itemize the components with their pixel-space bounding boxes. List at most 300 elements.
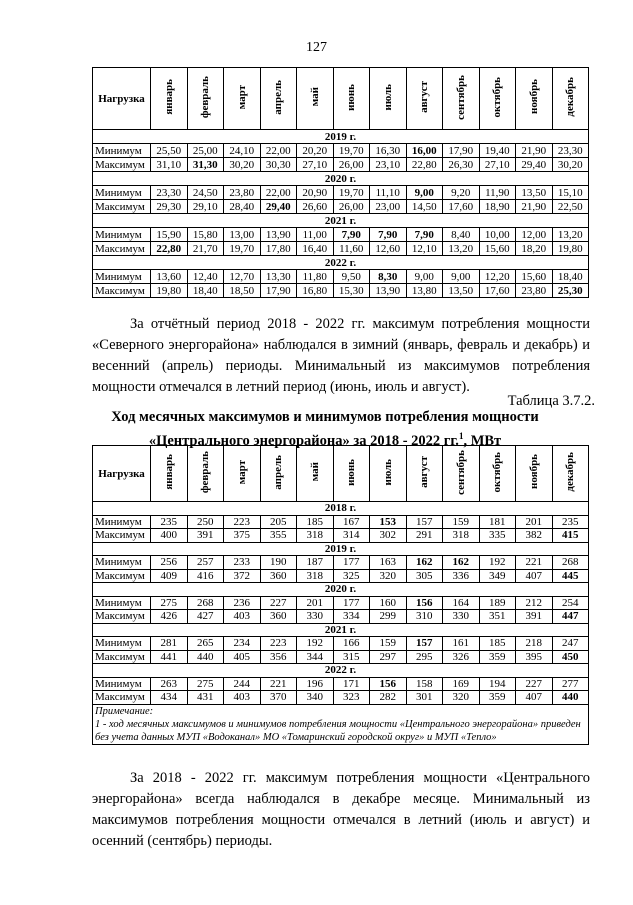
value-cell: 11,10 [370, 186, 407, 200]
value-cell: 27,10 [479, 158, 516, 172]
header-month-label: апрель [272, 454, 285, 490]
value-cell: 13,60 [151, 270, 188, 284]
header-month-label: июнь [345, 458, 358, 486]
value-cell: 192 [479, 556, 516, 570]
value-cell: 23,80 [224, 186, 261, 200]
value-cell: 205 [260, 515, 297, 529]
row-label: Минимум [93, 637, 151, 651]
year-label: 2021 г. [93, 623, 589, 637]
value-cell: 282 [370, 691, 407, 705]
value-cell: 19,80 [552, 242, 589, 256]
maximum-row [93, 200, 589, 214]
header-month [516, 446, 553, 502]
value-cell: 9,00 [443, 270, 480, 284]
table-title-line1: Ход месячных максимумов и минимумов потребления мощности [111, 409, 539, 425]
minimum-row [93, 596, 589, 610]
value-cell: 23,30 [151, 186, 188, 200]
value-cell: 403 [224, 610, 261, 624]
header-month-label: ноябрь [527, 79, 540, 115]
value-cell: 23,00 [370, 200, 407, 214]
header-month-label: июль [381, 458, 394, 486]
value-cell: 22,80 [406, 158, 443, 172]
year-label: 2022 г. [93, 664, 589, 678]
value-cell: 16,40 [297, 242, 334, 256]
paragraph-central-text: За 2018 - 2022 гг. максимум потребления мощности «Центрального энергорайона» всегда наблюдался в декабре месяце. Минимальный из максимумов потребления мощности отмечался в летний (июль и август) и осенний (сентябрь) периоды. [92, 770, 590, 849]
value-cell: 268 [552, 556, 589, 570]
value-cell: 22,80 [151, 242, 188, 256]
header-month-label: октябрь [491, 76, 504, 118]
value-cell: 22,00 [260, 186, 297, 200]
value-cell: 16,00 [406, 144, 443, 158]
value-cell: 244 [224, 677, 261, 691]
value-cell: 15,60 [516, 270, 553, 284]
header-month-label: март [235, 459, 248, 485]
year-row [93, 214, 589, 228]
header-month-label: декабрь [564, 452, 577, 492]
value-cell: 314 [333, 529, 370, 543]
value-cell: 7,90 [333, 228, 370, 242]
value-cell: 221 [260, 677, 297, 691]
value-cell: 9,50 [333, 270, 370, 284]
table2-body [93, 502, 589, 745]
value-cell: 166 [333, 637, 370, 651]
value-cell: 235 [151, 515, 188, 529]
header-month [151, 446, 188, 502]
value-cell: 223 [260, 637, 297, 651]
value-cell: 409 [151, 569, 188, 583]
value-cell: 23,10 [370, 158, 407, 172]
value-cell: 254 [552, 596, 589, 610]
year-row [93, 172, 589, 186]
row-label: Максимум [93, 242, 151, 256]
table-title-unit: , МВт [463, 432, 502, 449]
value-cell: 159 [370, 637, 407, 651]
value-cell: 164 [443, 596, 480, 610]
header-month [260, 68, 297, 130]
value-cell: 171 [333, 677, 370, 691]
minimum-row [93, 677, 589, 691]
value-cell: 323 [333, 691, 370, 705]
value-cell: 236 [224, 596, 261, 610]
value-cell: 415 [552, 529, 589, 543]
header-month [552, 68, 589, 130]
value-cell: 403 [224, 691, 261, 705]
value-cell: 161 [443, 637, 480, 651]
value-cell: 318 [443, 529, 480, 543]
value-cell: 9,20 [443, 186, 480, 200]
value-cell: 359 [479, 691, 516, 705]
minimum-row [93, 186, 589, 200]
row-label: Максимум [93, 200, 151, 214]
minimum-row [93, 637, 589, 651]
value-cell: 25,50 [151, 144, 188, 158]
header-month [333, 446, 370, 502]
value-cell: 344 [297, 650, 334, 664]
header-month [187, 68, 224, 130]
value-cell: 29,10 [187, 200, 224, 214]
value-cell: 26,60 [297, 200, 334, 214]
header-month [224, 446, 261, 502]
value-cell: 8,30 [370, 270, 407, 284]
header-month [151, 68, 188, 130]
value-cell: 416 [187, 569, 224, 583]
value-cell: 19,40 [479, 144, 516, 158]
value-cell: 318 [297, 569, 334, 583]
value-cell: 440 [552, 691, 589, 705]
value-cell: 235 [552, 515, 589, 529]
value-cell: 201 [516, 515, 553, 529]
value-cell: 17,90 [260, 284, 297, 298]
value-cell: 301 [406, 691, 443, 705]
row-label: Минимум [93, 677, 151, 691]
header-month [479, 68, 516, 130]
year-row [93, 542, 589, 556]
value-cell: 234 [224, 637, 261, 651]
value-cell: 400 [151, 529, 188, 543]
value-cell: 395 [516, 650, 553, 664]
row-label: Максимум [93, 650, 151, 664]
value-cell: 12,20 [479, 270, 516, 284]
value-cell: 299 [370, 610, 407, 624]
table2-header-row [93, 446, 589, 502]
minimum-row [93, 270, 589, 284]
value-cell: 297 [370, 650, 407, 664]
header-load: Нагрузка [93, 68, 151, 130]
value-cell: 16,30 [370, 144, 407, 158]
value-cell: 29,40 [516, 158, 553, 172]
value-cell: 18,20 [516, 242, 553, 256]
value-cell: 196 [297, 677, 334, 691]
value-cell: 335 [479, 529, 516, 543]
value-cell: 189 [479, 596, 516, 610]
value-cell: 223 [224, 515, 261, 529]
value-cell: 26,30 [443, 158, 480, 172]
maximum-row [93, 284, 589, 298]
value-cell: 325 [333, 569, 370, 583]
maximum-row [93, 650, 589, 664]
value-cell: 159 [443, 515, 480, 529]
value-cell: 18,40 [552, 270, 589, 284]
value-cell: 440 [187, 650, 224, 664]
value-cell: 295 [406, 650, 443, 664]
value-cell: 277 [552, 677, 589, 691]
value-cell: 330 [443, 610, 480, 624]
value-cell: 26,00 [333, 158, 370, 172]
value-cell: 21,70 [187, 242, 224, 256]
header-month [479, 446, 516, 502]
value-cell: 22,50 [552, 200, 589, 214]
value-cell: 12,00 [516, 228, 553, 242]
header-month [187, 446, 224, 502]
value-cell: 177 [333, 556, 370, 570]
value-cell: 29,30 [151, 200, 188, 214]
value-cell: 13,50 [443, 284, 480, 298]
value-cell: 391 [516, 610, 553, 624]
header-load: Нагрузка [93, 446, 151, 502]
value-cell: 31,30 [187, 158, 224, 172]
row-label: Минимум [93, 144, 151, 158]
note-cell [93, 704, 589, 744]
value-cell: 157 [406, 637, 443, 651]
value-cell: 158 [406, 677, 443, 691]
minimum-row [93, 515, 589, 529]
value-cell: 445 [552, 569, 589, 583]
value-cell: 192 [297, 637, 334, 651]
table-title-footnote-mark: 1 [458, 431, 464, 441]
value-cell: 382 [516, 529, 553, 543]
value-cell: 156 [406, 596, 443, 610]
header-month-label: июнь [345, 83, 358, 111]
value-cell: 434 [151, 691, 188, 705]
value-cell: 227 [260, 596, 297, 610]
value-cell: 275 [151, 596, 188, 610]
value-cell: 30,20 [552, 158, 589, 172]
value-cell: 28,40 [224, 200, 261, 214]
value-cell: 177 [333, 596, 370, 610]
header-month-label: май [308, 462, 321, 482]
value-cell: 310 [406, 610, 443, 624]
header-month [297, 446, 334, 502]
value-cell: 190 [260, 556, 297, 570]
value-cell: 407 [516, 569, 553, 583]
value-cell: 320 [443, 691, 480, 705]
paragraph-central [92, 768, 590, 852]
value-cell: 24,50 [187, 186, 224, 200]
value-cell: 360 [260, 610, 297, 624]
value-cell: 20,20 [297, 144, 334, 158]
value-cell: 9,00 [406, 270, 443, 284]
value-cell: 13,50 [516, 186, 553, 200]
header-month [370, 68, 407, 130]
value-cell: 11,90 [479, 186, 516, 200]
value-cell: 157 [406, 515, 443, 529]
row-label: Максимум [93, 691, 151, 705]
value-cell: 160 [370, 596, 407, 610]
row-label: Максимум [93, 569, 151, 583]
year-label: 2018 г. [93, 502, 589, 516]
table-title-line2-text: «Центрального энергорайона» за 2018 - 2022 гг. [148, 432, 459, 449]
value-cell: 12,10 [406, 242, 443, 256]
value-cell: 19,70 [224, 242, 261, 256]
note-text: 1 - ход месячных максимумов и минимумов потребления мощности «Центрального энергорайона» приведен без учета данных МУП «Водоканал» МО «Томаринский городской округ» и МУП «Тепло» [95, 718, 581, 743]
value-cell: 17,60 [479, 284, 516, 298]
value-cell: 17,60 [443, 200, 480, 214]
value-cell: 7,90 [406, 228, 443, 242]
value-cell: 340 [297, 691, 334, 705]
value-cell: 19,70 [333, 144, 370, 158]
value-cell: 263 [151, 677, 188, 691]
value-cell: 359 [479, 650, 516, 664]
table-number: Таблица 3.7.2. [507, 393, 595, 409]
header-month [406, 446, 443, 502]
value-cell: 427 [187, 610, 224, 624]
row-label: Минимум [93, 186, 151, 200]
value-cell: 13,90 [260, 228, 297, 242]
value-cell: 15,80 [187, 228, 224, 242]
value-cell: 17,90 [443, 144, 480, 158]
value-cell: 163 [370, 556, 407, 570]
value-cell: 227 [516, 677, 553, 691]
year-row [93, 502, 589, 516]
value-cell: 13,00 [224, 228, 261, 242]
row-label: Максимум [93, 529, 151, 543]
row-label: Минимум [93, 556, 151, 570]
value-cell: 7,90 [370, 228, 407, 242]
header-month [443, 68, 480, 130]
value-cell: 212 [516, 596, 553, 610]
header-month [224, 68, 261, 130]
value-cell: 30,20 [224, 158, 261, 172]
header-month-label: сентябрь [454, 74, 467, 120]
header-month [260, 446, 297, 502]
header-month [516, 68, 553, 130]
value-cell: 13,80 [406, 284, 443, 298]
value-cell: 201 [297, 596, 334, 610]
header-month [333, 68, 370, 130]
table1-header-row [93, 68, 589, 130]
value-cell: 153 [370, 515, 407, 529]
value-cell: 391 [187, 529, 224, 543]
maximum-row [93, 569, 589, 583]
value-cell: 305 [406, 569, 443, 583]
value-cell: 268 [187, 596, 224, 610]
row-label: Минимум [93, 515, 151, 529]
value-cell: 169 [443, 677, 480, 691]
value-cell: 15,10 [552, 186, 589, 200]
year-row [93, 664, 589, 678]
value-cell: 370 [260, 691, 297, 705]
note-row [93, 704, 589, 744]
value-cell: 20,90 [297, 186, 334, 200]
northern-load-table [92, 67, 589, 298]
year-label: 2019 г. [93, 130, 589, 144]
year-label: 2020 г. [93, 172, 589, 186]
value-cell: 250 [187, 515, 224, 529]
header-month-label: март [235, 84, 248, 110]
value-cell: 291 [406, 529, 443, 543]
value-cell: 431 [187, 691, 224, 705]
value-cell: 21,90 [516, 200, 553, 214]
value-cell: 17,80 [260, 242, 297, 256]
value-cell: 10,00 [479, 228, 516, 242]
value-cell: 15,90 [151, 228, 188, 242]
row-label: Максимум [93, 284, 151, 298]
value-cell: 447 [552, 610, 589, 624]
value-cell: 13,20 [552, 228, 589, 242]
value-cell: 355 [260, 529, 297, 543]
value-cell: 318 [297, 529, 334, 543]
year-label: 2019 г. [93, 542, 589, 556]
value-cell: 265 [187, 637, 224, 651]
value-cell: 23,30 [552, 144, 589, 158]
value-cell: 194 [479, 677, 516, 691]
value-cell: 19,70 [333, 186, 370, 200]
value-cell: 26,00 [333, 200, 370, 214]
value-cell: 162 [406, 556, 443, 570]
value-cell: 8,40 [443, 228, 480, 242]
value-cell: 407 [516, 691, 553, 705]
value-cell: 218 [516, 637, 553, 651]
minimum-row [93, 228, 589, 242]
header-month-label: август [418, 81, 431, 113]
value-cell: 372 [224, 569, 261, 583]
maximum-row [93, 529, 589, 543]
value-cell: 156 [370, 677, 407, 691]
value-cell: 16,80 [297, 284, 334, 298]
value-cell: 12,40 [187, 270, 224, 284]
value-cell: 375 [224, 529, 261, 543]
year-label: 2022 г. [93, 256, 589, 270]
value-cell: 12,60 [370, 242, 407, 256]
header-month [406, 68, 443, 130]
value-cell: 11,60 [333, 242, 370, 256]
value-cell: 336 [443, 569, 480, 583]
year-row [93, 256, 589, 270]
year-row [93, 583, 589, 597]
value-cell: 356 [260, 650, 297, 664]
paragraph-northern [92, 314, 590, 398]
value-cell: 12,70 [224, 270, 261, 284]
header-month [370, 446, 407, 502]
value-cell: 15,60 [479, 242, 516, 256]
page-number: 127 [306, 40, 327, 55]
header-month [443, 446, 480, 502]
value-cell: 9,00 [406, 186, 443, 200]
paragraph-northern-text: За отчётный период 2018 - 2022 гг. максимум потребления мощности «Северного энергорайона» наблюдался в зимний (январь, февраль и декабрь) и весенний (апрель) периоды. Минимальный из максимумов потребления мощности отмечался в летний период (июнь, июль и август). [92, 316, 590, 395]
year-row [93, 623, 589, 637]
value-cell: 167 [333, 515, 370, 529]
value-cell: 275 [187, 677, 224, 691]
central-load-table [92, 445, 589, 745]
value-cell: 349 [479, 569, 516, 583]
value-cell: 29,40 [260, 200, 297, 214]
value-cell: 31,10 [151, 158, 188, 172]
value-cell: 185 [479, 637, 516, 651]
row-label: Максимум [93, 158, 151, 172]
maximum-row [93, 691, 589, 705]
row-label: Минимум [93, 228, 151, 242]
row-label: Минимум [93, 270, 151, 284]
row-label: Максимум [93, 610, 151, 624]
value-cell: 11,80 [297, 270, 334, 284]
value-cell: 426 [151, 610, 188, 624]
value-cell: 320 [370, 569, 407, 583]
value-cell: 441 [151, 650, 188, 664]
value-cell: 21,90 [516, 144, 553, 158]
header-month-label: январь [162, 454, 175, 490]
value-cell: 233 [224, 556, 261, 570]
value-cell: 281 [151, 637, 188, 651]
value-cell: 18,40 [187, 284, 224, 298]
header-month-label: сентябрь [454, 449, 467, 495]
value-cell: 25,30 [552, 284, 589, 298]
value-cell: 15,30 [333, 284, 370, 298]
minimum-row [93, 144, 589, 158]
year-label: 2020 г. [93, 583, 589, 597]
maximum-row [93, 242, 589, 256]
value-cell: 334 [333, 610, 370, 624]
header-month-label: февраль [199, 75, 212, 119]
value-cell: 13,30 [260, 270, 297, 284]
value-cell: 11,00 [297, 228, 334, 242]
value-cell: 24,10 [224, 144, 261, 158]
note-title: Примечание: [95, 705, 154, 717]
value-cell: 30,30 [260, 158, 297, 172]
table1-body [93, 130, 589, 298]
year-row [93, 130, 589, 144]
header-month-label: апрель [272, 79, 285, 115]
value-cell: 23,80 [516, 284, 553, 298]
